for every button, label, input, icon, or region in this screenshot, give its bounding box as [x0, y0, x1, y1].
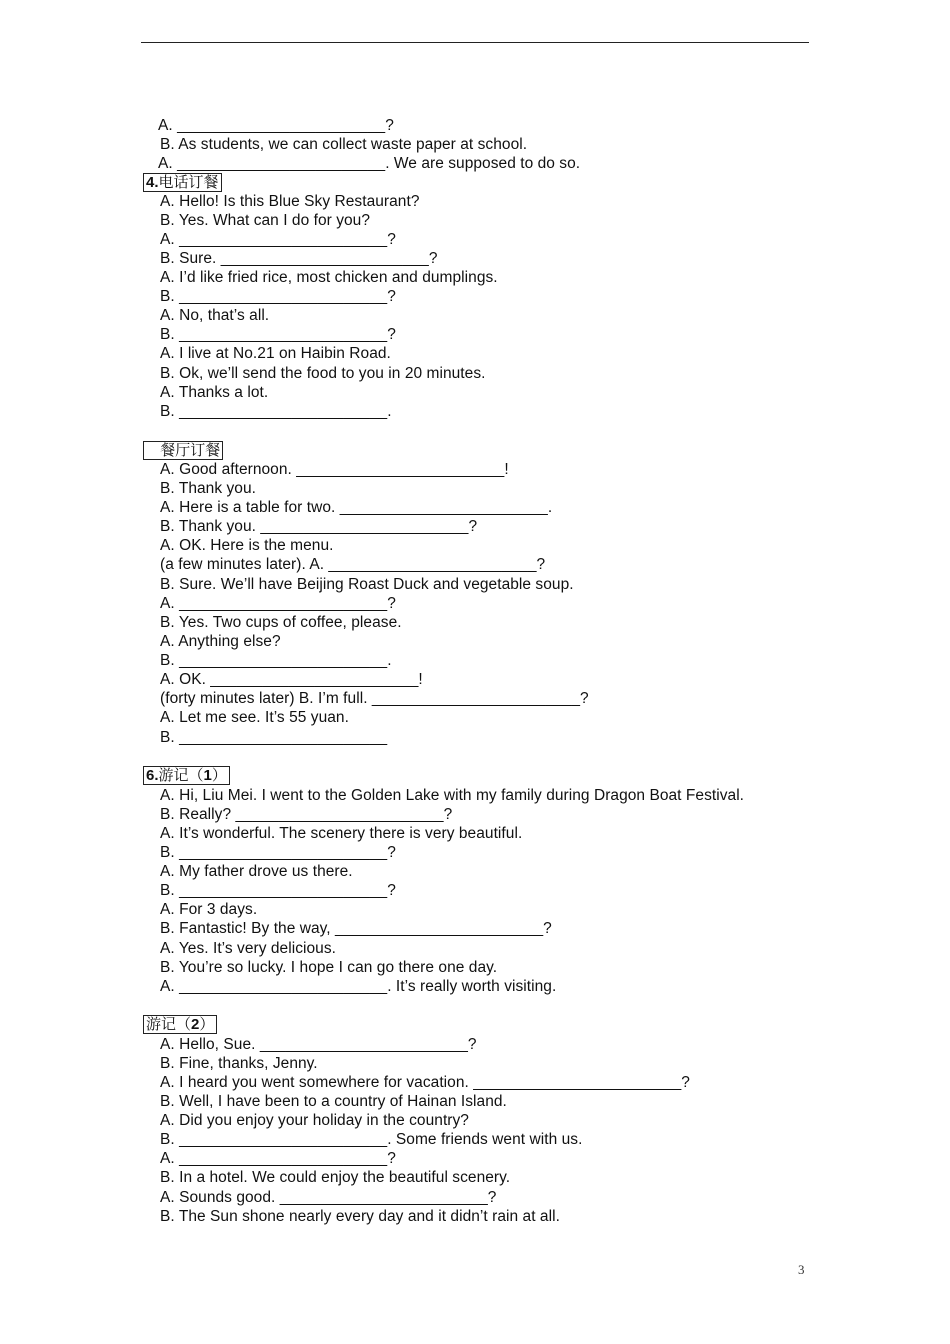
dialog-line: B. Yes. Two cups of coffee, please. — [160, 614, 402, 631]
dialog-line: B. Thank you. — [160, 480, 257, 497]
heading-tail: ） — [199, 1015, 215, 1033]
dialog-line: A. It’s wonderful. The scenery there is very beautiful. — [160, 825, 523, 842]
dialog-line: A. Sounds good. ________________________? — [160, 1189, 497, 1206]
dialog-line: A. I’d like fried rice, most chicken and dumplings. — [160, 269, 498, 286]
dialog-line: (forty minutes later) B. I’m full. ________________________? — [160, 690, 589, 707]
dialog-line: A. My father drove us there. — [160, 863, 353, 880]
dialog-line: B. ________________________? — [160, 326, 396, 343]
dialog-line: A. Hi, Liu Mei. I went to the Golden Lake with my family during Dragon Boat Festival. — [160, 787, 745, 804]
dialog-line: B. ________________________? — [160, 288, 396, 305]
heading-number: 4. — [146, 174, 159, 191]
dialog-line: A. ________________________? — [160, 595, 396, 612]
dialog-line: A. ________________________. We are supposed to do so. — [158, 155, 581, 172]
dialog-line: A. Did you enjoy your holiday in the country? — [160, 1112, 469, 1129]
heading-text: 电话订餐 — [158, 173, 219, 191]
dialog-line: A. No, that’s all. — [160, 307, 270, 324]
dialog-line: B. ________________________. Some friends went with us. — [160, 1131, 583, 1148]
dialog-line: A. Hello! Is this Blue Sky Restaurant? — [160, 193, 420, 210]
section-heading-travel-1 — [143, 766, 230, 785]
dialog-line: A. ________________________? — [160, 1150, 396, 1167]
section-heading-restaurant-order — [143, 441, 223, 460]
heading-bold: 2 — [191, 1016, 200, 1033]
heading-tail: ） — [211, 766, 227, 784]
dialog-line: A. Anything else? — [160, 633, 281, 650]
dialog-line: A. ________________________? — [158, 117, 394, 134]
dialog-line: B. ________________________. — [160, 652, 392, 669]
dialog-line: B. Well, I have been to a country of Hainan Island. — [160, 1093, 507, 1110]
dialog-line: B. ________________________ — [160, 729, 388, 746]
heading-bold: 1 — [203, 767, 212, 784]
dialog-line: B. Sure. We’ll have Beijing Roast Duck and vegetable soup. — [160, 576, 574, 593]
dialog-line: B. ________________________? — [160, 844, 396, 861]
dialog-line: B. As students, we can collect waste paper at school. — [160, 136, 528, 153]
heading-number: 6. — [146, 767, 159, 784]
dialog-line: B. Really? ________________________? — [160, 806, 453, 823]
dialog-line: A. Let me see. It’s 55 yuan. — [160, 709, 349, 726]
dialog-line: A. I live at No.21 on Haibin Road. — [160, 345, 391, 362]
dialog-line: B. Fine, thanks, Jenny. — [160, 1055, 318, 1072]
dialog-line: B. ________________________? — [160, 882, 396, 899]
header-rule — [141, 42, 809, 43]
heading-text: 餐厅订餐 — [146, 441, 221, 459]
heading-text: 游记（ — [158, 766, 204, 784]
dialog-line: B. The Sun shone nearly every day and it didn’t rain at all. — [160, 1208, 560, 1225]
dialog-line: B. Fantastic! By the way, ________________________? — [160, 920, 552, 937]
dialog-line: B. Sure. ________________________? — [160, 250, 438, 267]
heading-text: 游记（ — [146, 1015, 192, 1033]
dialog-line: A. For 3 days. — [160, 901, 258, 918]
dialog-line: B. Yes. What can I do for you? — [160, 212, 371, 229]
dialog-line: B. Thank you. ________________________? — [160, 518, 478, 535]
dialog-line: A. ________________________? — [160, 231, 396, 248]
dialog-line: A. I heard you went somewhere for vacation. ________________________? — [160, 1074, 690, 1091]
dialog-line: A. Here is a table for two. ________________________. — [160, 499, 553, 516]
dialog-line: A. OK. ________________________! — [160, 671, 423, 688]
dialog-line: A. Yes. It’s very delicious. — [160, 940, 337, 957]
dialog-line: B. Ok, we’ll send the food to you in 20 minutes. — [160, 365, 486, 382]
dialog-line: A. Hello, Sue. ________________________? — [160, 1036, 477, 1053]
dialog-line: A. OK. Here is the menu. — [160, 537, 334, 554]
dialog-line: A. Good afternoon. ________________________! — [160, 461, 509, 478]
dialog-line: A. ________________________. It’s really worth visiting. — [160, 978, 557, 995]
dialog-line: B. ________________________. — [160, 403, 392, 420]
dialog-line: B. You’re so lucky. I hope I can go there one day. — [160, 959, 498, 976]
dialog-line: (a few minutes later). A. ________________________? — [160, 556, 546, 573]
section-heading-phone-order — [143, 173, 222, 192]
dialog-line: A. Thanks a lot. — [160, 384, 269, 401]
dialog-line: B. In a hotel. We could enjoy the beautiful scenery. — [160, 1169, 511, 1186]
section-heading-travel-2 — [143, 1015, 217, 1034]
page-number: 3 — [798, 1262, 805, 1277]
